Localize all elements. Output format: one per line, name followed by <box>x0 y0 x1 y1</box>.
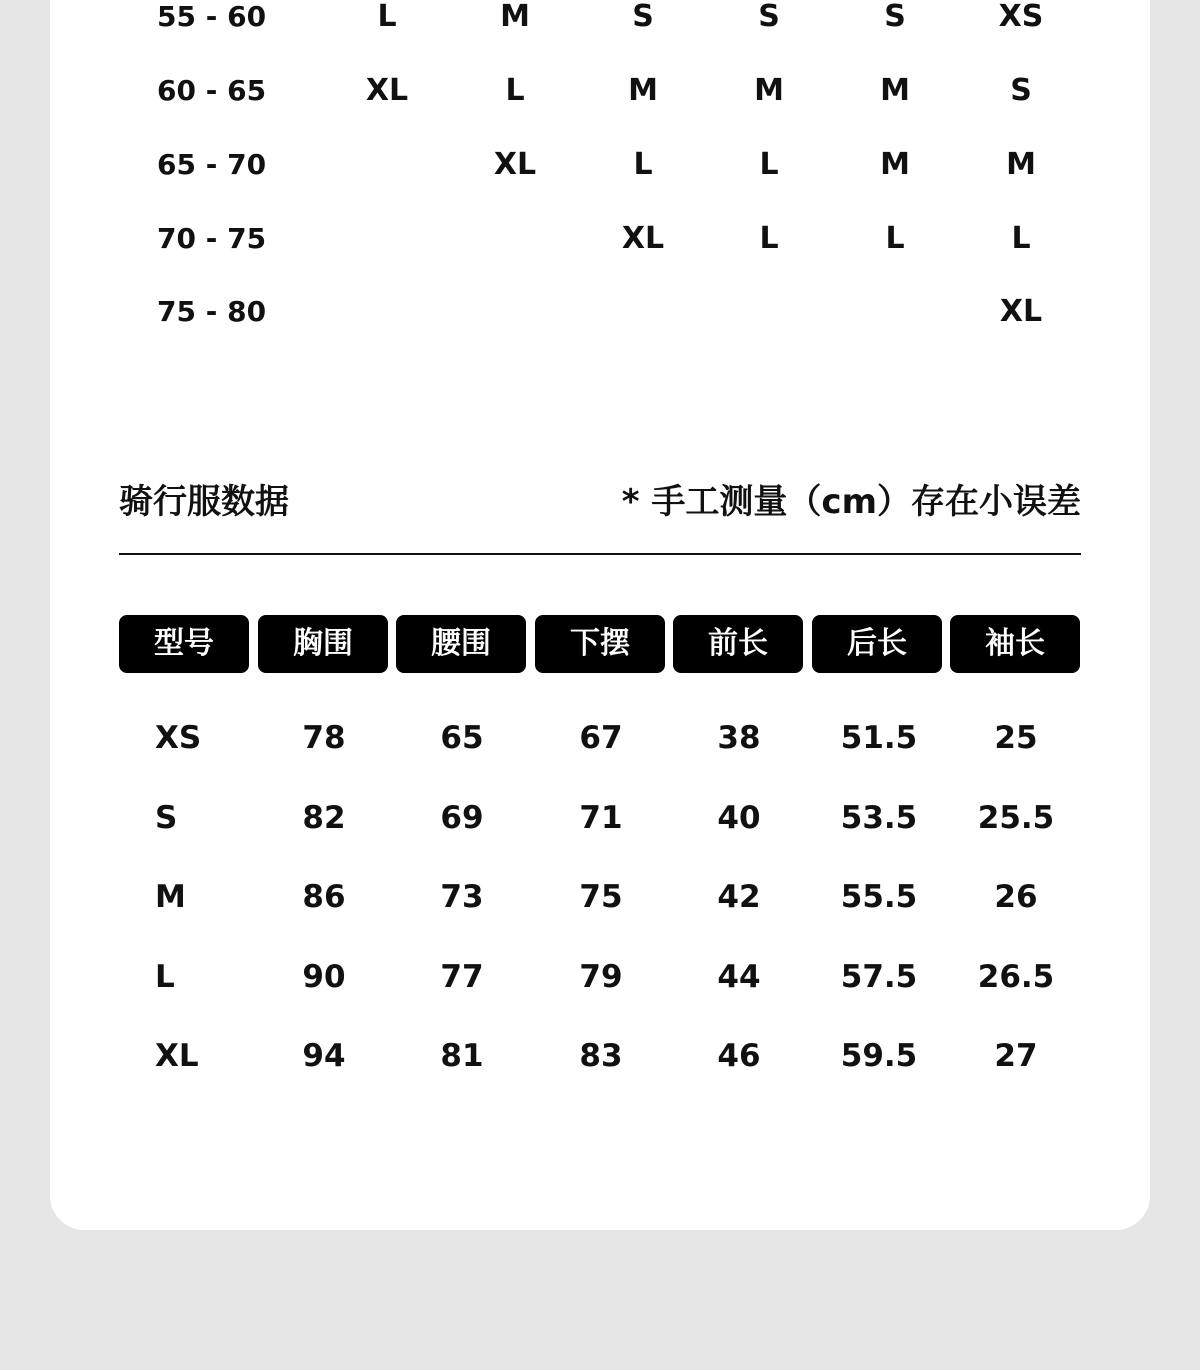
table-cell: 67 <box>579 720 623 756</box>
table-cell: 77 <box>440 959 484 995</box>
size-cell: S <box>1010 73 1032 108</box>
weight-range: 65 - 70 <box>157 148 267 181</box>
table-cell: 81 <box>440 1038 484 1074</box>
header-front-length: 前长 <box>673 615 803 673</box>
table-cell: 44 <box>717 959 761 995</box>
table-cell: 42 <box>717 879 761 915</box>
section-divider <box>119 553 1081 555</box>
table-row <box>0 796 1200 840</box>
table-cell: 25.5 <box>977 800 1055 836</box>
table-cell: 26 <box>994 879 1038 915</box>
header-model: 型号 <box>119 615 249 673</box>
size-cell: XL <box>999 294 1043 329</box>
table-cell: 25 <box>994 720 1038 756</box>
size-chart-row <box>0 292 1200 332</box>
size-cell: L <box>1011 221 1031 256</box>
table-cell: 94 <box>302 1038 346 1074</box>
model-cell: M <box>155 879 186 915</box>
size-chart-row <box>0 219 1200 259</box>
section-title: 骑行服数据 <box>119 482 289 522</box>
size-cell: S <box>632 0 654 34</box>
table-cell: 90 <box>302 959 346 995</box>
table-cell: 65 <box>440 720 484 756</box>
header-back-length: 后长 <box>812 615 942 673</box>
table-cell: 75 <box>579 879 623 915</box>
size-cell: L <box>759 147 779 182</box>
header-chest: 胸围 <box>258 615 388 673</box>
size-cell: S <box>884 0 906 34</box>
table-cell: 59.5 <box>840 1038 918 1074</box>
weight-range: 55 - 60 <box>157 0 267 33</box>
size-chart-row <box>0 0 1200 37</box>
size-cell: M <box>880 147 910 182</box>
table-cell: 73 <box>440 879 484 915</box>
table-cell: 53.5 <box>840 800 918 836</box>
size-cell: M <box>628 73 658 108</box>
model-cell: XL <box>155 1038 199 1074</box>
size-cell: L <box>377 0 397 34</box>
size-cell: XL <box>493 147 537 182</box>
size-cell: XL <box>621 221 665 256</box>
measurement-note: * 手工测量（cm）存在小误差 <box>621 482 1081 522</box>
size-cell: L <box>633 147 653 182</box>
table-cell: 51.5 <box>840 720 918 756</box>
size-cell: L <box>505 73 525 108</box>
size-cell: M <box>1006 147 1036 182</box>
table-row <box>0 955 1200 999</box>
weight-range: 70 - 75 <box>157 222 267 255</box>
table-cell: 69 <box>440 800 484 836</box>
weight-range: 75 - 80 <box>157 295 267 328</box>
size-cell: XS <box>998 0 1044 34</box>
table-cell: 71 <box>579 800 623 836</box>
table-cell: 27 <box>994 1038 1038 1074</box>
table-cell: 55.5 <box>840 879 918 915</box>
table-cell: 26.5 <box>977 959 1055 995</box>
table-cell: 79 <box>579 959 623 995</box>
size-chart-row <box>0 145 1200 185</box>
size-cell: L <box>759 221 779 256</box>
size-cell: M <box>500 0 530 34</box>
size-cell: L <box>885 221 905 256</box>
size-cell: M <box>880 73 910 108</box>
header-waist: 腰围 <box>396 615 526 673</box>
table-cell: 40 <box>717 800 761 836</box>
header-hem: 下摆 <box>535 615 665 673</box>
table-cell: 86 <box>302 879 346 915</box>
table-cell: 57.5 <box>840 959 918 995</box>
table-cell: 83 <box>579 1038 623 1074</box>
table-cell: 78 <box>302 720 346 756</box>
size-cell: M <box>754 73 784 108</box>
table-row <box>0 875 1200 919</box>
table-cell: 46 <box>717 1038 761 1074</box>
size-cell: XL <box>365 73 409 108</box>
model-cell: S <box>155 800 178 836</box>
model-cell: XS <box>155 720 202 756</box>
size-chart-row <box>0 71 1200 111</box>
table-row <box>0 716 1200 760</box>
table-cell: 82 <box>302 800 346 836</box>
table-cell: 38 <box>717 720 761 756</box>
model-cell: L <box>155 959 175 995</box>
table-row <box>0 1034 1200 1078</box>
size-cell: S <box>758 0 780 34</box>
header-sleeve-length: 袖长 <box>950 615 1080 673</box>
weight-range: 60 - 65 <box>157 74 267 107</box>
